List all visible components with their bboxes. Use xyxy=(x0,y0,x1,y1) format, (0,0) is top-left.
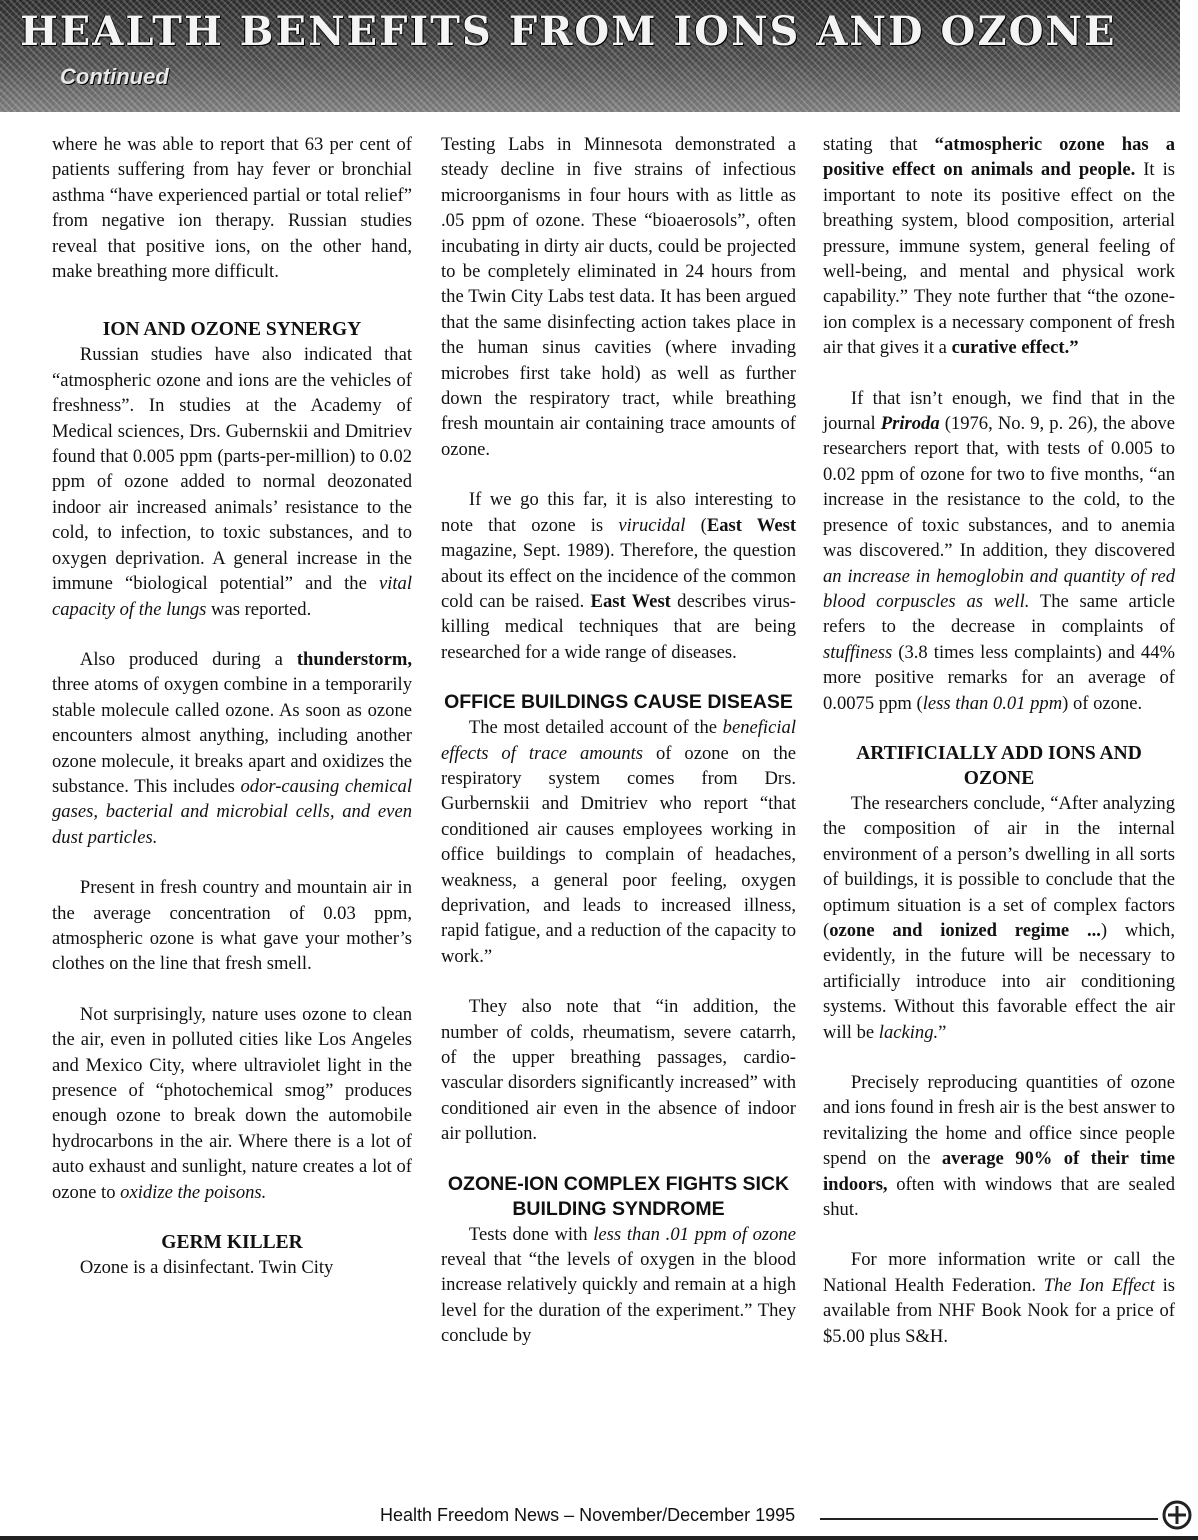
section-heading: OFFICE BUILDINGS CAUSE DISEASE xyxy=(444,691,793,714)
bottom-rule xyxy=(0,1536,1198,1540)
page-footer: Health Freedom News – November/December 1995 xyxy=(380,1505,796,1525)
paragraph: The researchers conclude, “After analyzing the composition of air in the internal environment of a person’s dwelling in all sorts of buildings, it is possible to conclude that the optimum situation is a set of complex factors (ozone and ionized regime ...) which, evidently, in the future will be necessary to artificially introduce into air conditioning systems. Without this favorable effect the air will be lacking.” xyxy=(823,792,1175,1043)
paragraph: Testing Labs in Minnesota demonstrated a steady decline in five strains of infectious microorganisms in four hours with as little as .05 ppm of ozone. These “bioaerosols”, often incubating in dirty air ducts, could be projected to be completely eliminated in 24 hours from the Twin City Labs test data. It has been argued that the same disinfecting action takes place in the human sinus cavities (where invading microbes first take hold) as well as further down the respiratory tract, while breathing fresh mountain air containing trace amounts of ozone. xyxy=(441,134,796,460)
paragraph: Russian studies have also indicated that “atmospheric ozone and ions are the vehicles of freshness”. In studies at the Academy of Medical sciences, Drs. Gubernskii and Dmitriev found that 0.005 ppm (parts-per-million) to 0.02 ppm of ozone added to normal deozonated indoor air increased animals’ resistance to the cold, to infection, to toxic substances, and to oxygen deprivation. A general increase in the immune “biological potential” and the vital capacity of the lungs was reported. xyxy=(52,344,412,620)
paragraph: where he was able to report that 63 per cent of patients suffering from hay fever or bronchial asthma “have experienced partial or total relief” from negative ion therapy. Russian studies reveal that positive ions, on the other hand, make breathing more difficult. xyxy=(52,134,412,283)
section-heading: GERM KILLER xyxy=(161,1232,303,1254)
column-1 xyxy=(52,132,412,1280)
paragraph: They also note that “in addition, the number of colds, rheumatism, severe catarrh, of the upper breathing passages, cardio-vascular disorders significantly increased” with conditioned air even in the absence of indoor air pollution. xyxy=(441,996,796,1145)
paragraph: Present in fresh country and mountain air in the average concentration of 0.03 ppm, atmospheric ozone is what gave your mother’s clothes on the line that fresh smell. xyxy=(52,877,412,975)
header-banner xyxy=(0,0,1180,112)
section-heading: ION AND OZONE SYNERGY xyxy=(102,319,362,341)
paragraph: Also produced during a thunderstorm, three atoms of oxygen combine in a temporarily stable molecule called ozone. As soon as ozone encounters almost anything, including another ozone molecule, it breaks apart and oxidizes the substance. This includes odor-causing chemical gases, bacterial and microbial cells, and even dust particles. xyxy=(52,648,412,848)
paragraph: If that isn’t enough, we find that in the journal Priroda (1976, No. 9, p. 26), the above researchers report that, with tests of 0.005 to 0.02 ppm of ozone for two to five months, “an increase in the resistance to the cold, to the presence of toxic substances, and to anemia was discovered.” In addition, they discovered an increase in hemoglobin and quantity of red blood corpuscles as well. The same article refers to the decrease in complaints of stuffiness (3.8 times less complaints) and 44% more positive remarks for an average of 0.0075 ppm (less than 0.01 ppm) of ozone. xyxy=(823,387,1175,714)
paragraph: Ozone is a disinfectant. Twin City xyxy=(79,1257,334,1279)
article-title: HEALTH BENEFITS FROM IONS AND OZONE xyxy=(20,8,1117,55)
footer-rule xyxy=(820,1518,1158,1520)
section-heading: OZONE-ION COMPLEX FIGHTS SICK BUILDING SYNDROME xyxy=(447,1172,790,1220)
paragraph: stating that “atmospheric ozone has a positive effect on animals and people. It is important to note its positive effect on the breathing system, blood composition, arterial pressure, immune system, general feeling of well-being, and mental and physical work capability.” They note further that “the ozone-ion complex is a necessary component of fresh air that gives it a curative effect.” xyxy=(823,134,1175,359)
paragraph: If we go this far, it is also interesting to note that ozone is virucidal (East West magazine, Sept. 1989). Therefore, the question about its effect on the incidence of the common cold can be raised. East West describes virus-killing medical techniques that are being researched for a wide range of diseases. xyxy=(441,489,797,663)
paragraph: For more information write or call the National Health Federation. The Ion Effect is available from NHF Book Nook for a price of $5.00 plus S&H. xyxy=(823,1249,1175,1347)
paragraph: Tests done with less than .01 ppm of ozone reveal that “the levels of oxygen in the blood increase relatively quickly and remain at a high level for the duration of the experiment.” They conclude by xyxy=(441,1223,796,1347)
column-2 xyxy=(441,132,796,1349)
nhf-logo-icon xyxy=(1160,1500,1194,1530)
column-3 xyxy=(823,132,1175,1349)
section-heading: ARTIFICIALLY ADD IONS AND OZONE xyxy=(856,742,1142,789)
paragraph: Precisely reproducing quantities of ozone and ions found in fresh air is the best answer to revitalizing the home and office since people spend on the average 90% of their time indoors, often with windows that are sealed shut. xyxy=(823,1072,1175,1221)
continued-label: Continued xyxy=(60,64,169,89)
paragraph: The most detailed account of the beneficial effects of trace amounts of ozone on the respiratory system comes from Drs. Gurbernskii and Dmitriev who report “that conditioned air causes employees working in office buildings to complain of headaches, weakness, a general poor feeling, oxygen deprivation, and leads to increased illness, rapid fatigue, and a reduction of the capacity to work.” xyxy=(441,717,796,967)
paragraph: Not surprisingly, nature uses ozone to clean the air, even in polluted cities like Los Angeles and Mexico City, where ultraviolet light in the presence of “photochemical smog” produces enough ozone to break down the automobile hydrocarbons in the air. Where there is a lot of auto exhaust and sunlight, nature creates a lot of ozone to oxidize the poisons. xyxy=(52,1003,412,1203)
